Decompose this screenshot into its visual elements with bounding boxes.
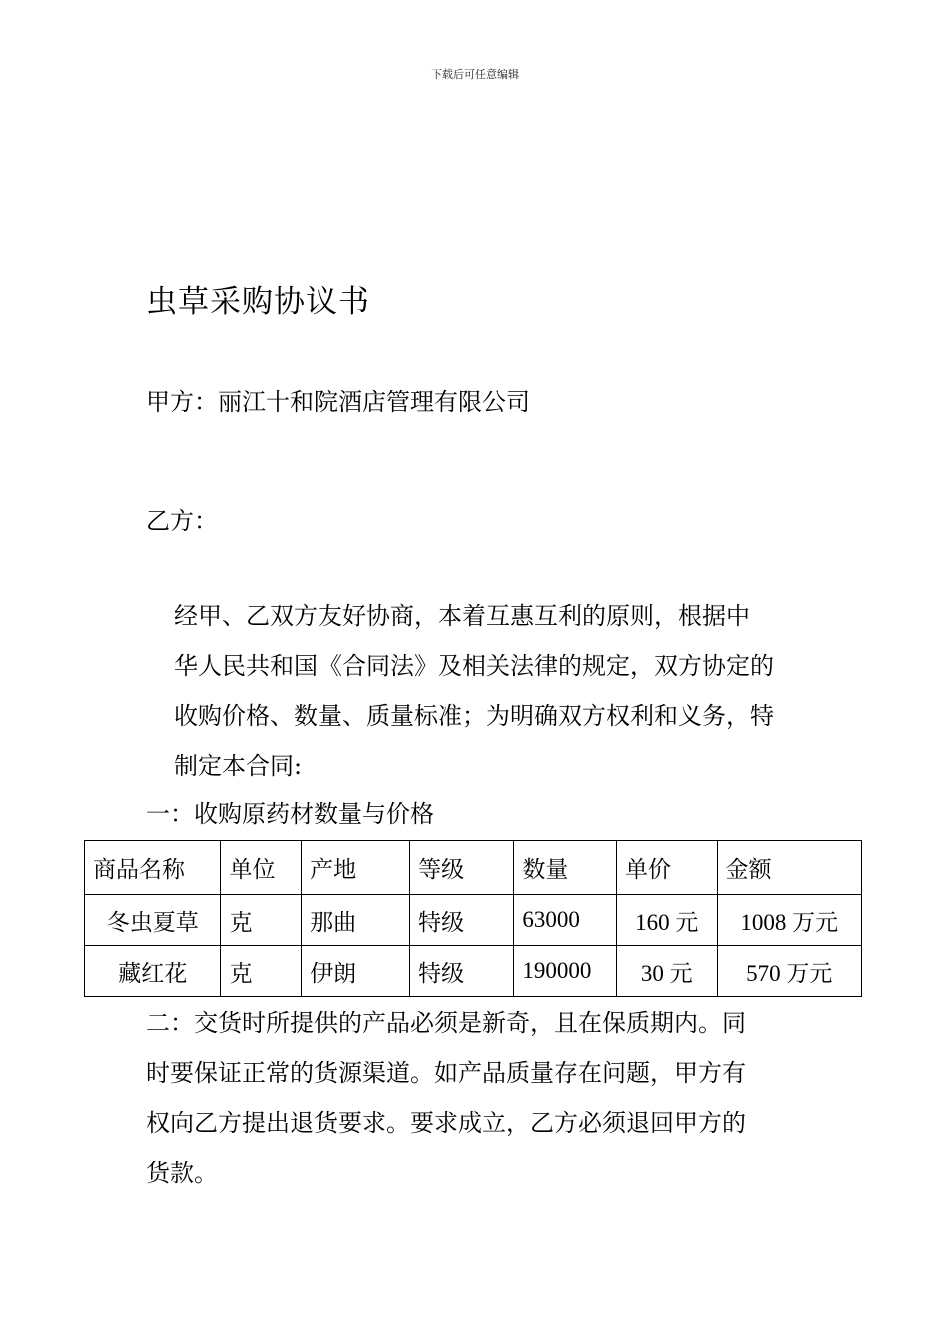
table-row bbox=[85, 946, 862, 997]
header-unit: 单位 bbox=[221, 841, 302, 895]
cell-unit: 克 bbox=[221, 946, 302, 997]
cell-grade: 特级 bbox=[410, 895, 514, 946]
document-title: 虫草采购协议书 bbox=[146, 284, 370, 320]
party-a: 甲方：丽江十和院酒店管理有限公司 bbox=[146, 388, 530, 416]
cell-amount: 1008 万元 bbox=[717, 895, 861, 946]
section2-line: 货款。 bbox=[146, 1159, 218, 1187]
goods-table bbox=[84, 840, 862, 997]
section2-line: 权向乙方提出退货要求。要求成立，乙方必须退回甲方的 bbox=[146, 1109, 746, 1137]
header-grade: 等级 bbox=[410, 841, 514, 895]
intro-paragraph bbox=[146, 591, 816, 791]
intro-line: 华人民共和国《合同法》及相关法律的规定，双方协定的 bbox=[174, 652, 774, 680]
cell-quantity: 190000 bbox=[514, 946, 617, 997]
section2-line: 时要保证正常的货源渠道。如产品质量存在问题，甲方有 bbox=[146, 1059, 746, 1087]
section2-paragraph bbox=[146, 998, 816, 1198]
page-header-note: 下载后可任意编辑 bbox=[431, 68, 519, 81]
section2-line: 二：交货时所提供的产品必须是新奇，且在保质期内。同 bbox=[146, 1009, 746, 1037]
cell-name: 藏红花 bbox=[85, 946, 221, 997]
cell-name: 冬虫夏草 bbox=[85, 895, 221, 946]
cell-unit-price: 160 元 bbox=[616, 895, 717, 946]
party-b: 乙方： bbox=[146, 507, 218, 535]
cell-unit: 克 bbox=[221, 895, 302, 946]
table-header-row bbox=[85, 841, 862, 895]
header-amount: 金额 bbox=[717, 841, 861, 895]
cell-origin: 伊朗 bbox=[302, 946, 410, 997]
table-row bbox=[85, 895, 862, 946]
header-origin: 产地 bbox=[302, 841, 410, 895]
section1-heading: 一：收购原药材数量与价格 bbox=[146, 800, 434, 828]
intro-line: 收购价格、数量、质量标准；为明确双方权利和义务，特 bbox=[174, 702, 774, 730]
intro-line: 经甲、乙双方友好协商，本着互惠互利的原则，根据中 bbox=[174, 602, 750, 630]
header-quantity: 数量 bbox=[514, 841, 617, 895]
cell-grade: 特级 bbox=[410, 946, 514, 997]
cell-quantity: 63000 bbox=[514, 895, 617, 946]
header-name: 商品名称 bbox=[85, 841, 221, 895]
cell-amount: 570 万元 bbox=[717, 946, 861, 997]
header-unit-price: 单价 bbox=[616, 841, 717, 895]
cell-unit-price: 30 元 bbox=[616, 946, 717, 997]
cell-origin: 那曲 bbox=[302, 895, 410, 946]
intro-line: 制定本合同: bbox=[174, 752, 303, 780]
